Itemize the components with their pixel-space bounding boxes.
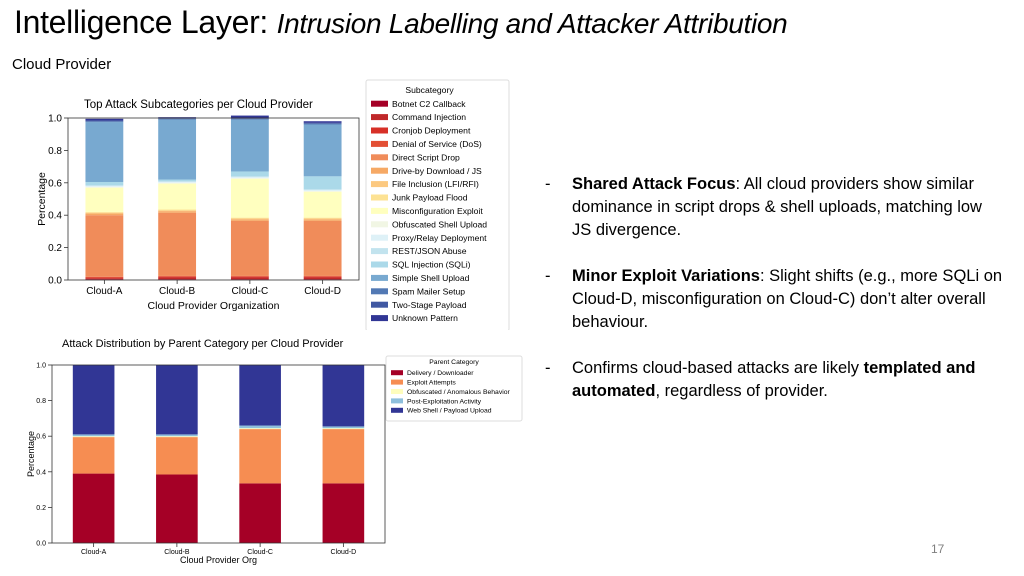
bar-segment-cloud-d-file-inclusion-lfi-rfi [304, 218, 342, 219]
legend-swatch [391, 408, 403, 413]
bullet-heading: Shared Attack Focus [572, 175, 736, 193]
bar-segment-cloud-d-obfuscated-anomalous-behavior [323, 428, 365, 429]
bar-segment-cloud-c-spam-mailer-setup [231, 119, 269, 120]
y-axis-label: Percentage [26, 430, 36, 478]
bar-segment-cloud-b-junk-payload-flood [158, 210, 196, 211]
bar-segment-cloud-c-command-injection [231, 278, 269, 280]
bar-segment-cloud-c-obfuscated-shell-upload [231, 178, 269, 179]
y-tick-label: 0.2 [48, 243, 62, 255]
legend-swatch [371, 248, 388, 254]
legend-swatch [371, 114, 388, 120]
x-tick-label: Cloud-B [159, 286, 196, 297]
bar-segment-cloud-b-command-injection [158, 278, 196, 280]
bar-segment-cloud-a-obfuscated-anomalous-behavior [73, 436, 115, 437]
bar-segment-cloud-c-misconfiguration-exploit [231, 179, 269, 218]
bullet-dash: - [545, 175, 551, 193]
y-axis-label: Percentage [36, 172, 48, 226]
y-tick-label: 0.0 [36, 540, 46, 548]
legend-swatch [371, 181, 388, 187]
legend-swatch [371, 288, 388, 294]
bullet-emphasis: templated and automated [572, 359, 976, 400]
bar-segment-cloud-c-post-exploitation-activity [239, 426, 281, 429]
legend-label: Exploit Attempts [407, 379, 456, 387]
legend-label: Junk Payload Flood [392, 192, 468, 203]
legend-swatch [371, 235, 388, 241]
x-tick-label: Cloud-C [247, 549, 273, 556]
bar-segment-cloud-d-drive-by-download-js [304, 219, 342, 221]
legend-swatch [391, 389, 403, 394]
legend-swatch [371, 141, 388, 147]
bar-segment-cloud-a-web-shell-payload-upload [73, 365, 115, 434]
bar-segment-cloud-d-direct-script-drop [304, 221, 342, 276]
legend-label: Two-Stage Payload [392, 299, 467, 310]
x-axis-label: Cloud Provider Organization [147, 300, 280, 312]
slide-title [14, 4, 787, 41]
bar-segment-cloud-a-obfuscated-shell-upload [85, 187, 123, 188]
legend-label: Drive-by Download / JS [392, 165, 482, 176]
bullet-shared-attack-focus [545, 173, 1005, 242]
bar-segment-cloud-d-post-exploitation-activity [323, 426, 365, 428]
legend-label: Obfuscated Shell Upload [392, 219, 488, 230]
bar-segment-cloud-d-simple-shell-upload [304, 124, 342, 176]
bar-segment-cloud-c-drive-by-download-js [231, 219, 269, 221]
bullet-text: : Slight shifts (e.g., more SQLi on Cloud-D, misconfiguration on Cloud-C) don’t alter overall behaviour. [572, 267, 1003, 331]
bar-segment-cloud-d-two-stage-payload [304, 123, 342, 124]
bar-segment-cloud-a-denial-of-service-dos [85, 277, 123, 278]
bar-segment-cloud-c-simple-shell-upload [231, 120, 269, 172]
legend-swatch [371, 262, 388, 268]
bar-segment-cloud-d-unknown-pattern [304, 121, 342, 123]
bar-segment-cloud-d-exploit-attempts [323, 429, 365, 483]
slide-title-sub: Intrusion Labelling and Attacker Attribution [276, 8, 788, 39]
legend-label: Misconfiguration Exploit [392, 205, 483, 216]
page-number: 17 [931, 542, 945, 556]
y-tick-label: 0.4 [36, 469, 46, 477]
bullet-list [545, 173, 1005, 426]
bar-segment-cloud-a-sql-injection-sqli [85, 182, 123, 185]
bullet-text: , regardless of provider. [655, 382, 828, 400]
bar-segment-cloud-a-file-inclusion-lfi-rfi [85, 213, 123, 214]
x-tick-label: Cloud-B [164, 549, 190, 556]
x-tick-label: Cloud-D [330, 549, 357, 556]
bar-segment-cloud-a-delivery-downloader [73, 474, 115, 543]
legend-label: Spam Mailer Setup [392, 286, 466, 297]
bar-segment-cloud-a-cronjob-deployment [85, 278, 123, 279]
bar-segment-cloud-b-obfuscated-shell-upload [158, 183, 196, 184]
bullet-minor-exploit-variations [545, 265, 1005, 334]
legend-label: Denial of Service (DoS) [392, 138, 482, 149]
bar-segment-cloud-b-simple-shell-upload [158, 120, 196, 180]
bar-segment-cloud-b-cronjob-deployment [158, 277, 196, 278]
bar-segment-cloud-d-command-injection [304, 278, 342, 280]
legend-label: Botnet C2 Callback [392, 98, 466, 109]
bar-segment-cloud-a-unknown-pattern [85, 119, 123, 121]
legend-swatch [371, 195, 388, 201]
bar-segment-cloud-b-misconfiguration-exploit [158, 184, 196, 210]
legend-label: REST/JSON Abuse [392, 246, 467, 257]
legend-label: Cronjob Deployment [392, 125, 471, 136]
legend-label: Post-Exploitation Activity [407, 398, 482, 406]
y-tick-label: 0.8 [48, 145, 62, 157]
y-tick-label: 1.0 [36, 362, 46, 370]
y-tick-label: 0.0 [48, 275, 62, 287]
bar-segment-cloud-d-obfuscated-shell-upload [304, 191, 342, 192]
legend-swatch [371, 315, 388, 321]
bar-segment-cloud-b-rest-json-abuse [158, 181, 196, 182]
bar-segment-cloud-d-spam-mailer-setup [304, 124, 342, 125]
bar-segment-cloud-a-two-stage-payload [85, 120, 123, 121]
y-tick-label: 0.8 [36, 398, 46, 406]
bar-segment-cloud-a-exploit-attempts [73, 437, 115, 473]
bar-segment-cloud-b-sql-injection-sqli [158, 180, 196, 182]
bar-segment-cloud-c-file-inclusion-lfi-rfi [231, 218, 269, 219]
legend-swatch [371, 275, 388, 281]
bar-segment-cloud-b-web-shell-payload-upload [156, 365, 198, 434]
bar-segment-cloud-c-delivery-downloader [239, 483, 281, 543]
x-tick-label: Cloud-C [231, 286, 269, 297]
bar-segment-cloud-d-proxy-relay-deployment [304, 190, 342, 191]
bar-segment-cloud-c-direct-script-drop [231, 221, 269, 276]
x-tick-label: Cloud-A [86, 286, 123, 297]
legend-label: Unknown Pattern [392, 313, 458, 324]
x-tick-label: Cloud-A [80, 549, 107, 556]
subcategory-stacked-bar-chart [0, 75, 520, 330]
bar-segment-cloud-c-denial-of-service-dos [231, 276, 269, 277]
bar-segment-cloud-d-rest-json-abuse [304, 189, 342, 190]
bar-segment-cloud-d-misconfiguration-exploit [304, 192, 342, 218]
bar-segment-cloud-c-rest-json-abuse [231, 176, 269, 177]
legend-swatch [371, 302, 388, 308]
legend-label: Delivery / Downloader [407, 370, 474, 378]
bar-segment-cloud-b-drive-by-download-js [158, 211, 196, 213]
legend-swatch [371, 128, 388, 134]
chart-title: Attack Distribution by Parent Category per Cloud Provider [62, 338, 344, 350]
bar-segment-cloud-a-command-injection [85, 278, 123, 279]
bar-segment-cloud-a-rest-json-abuse [85, 185, 123, 186]
slide-subtitle: Cloud Provider [12, 56, 112, 73]
bar-segment-cloud-a-simple-shell-upload [85, 122, 123, 182]
parent-category-stacked-bar-chart [0, 330, 530, 570]
bar-segment-cloud-a-junk-payload-flood [85, 212, 123, 213]
bar-segment-cloud-a-drive-by-download-js [85, 214, 123, 216]
bar-segment-cloud-a-spam-mailer-setup [85, 121, 123, 122]
y-tick-label: 0.4 [48, 210, 62, 222]
bar-segment-cloud-b-file-inclusion-lfi-rfi [158, 210, 196, 211]
legend-swatch [391, 370, 403, 375]
bar-segment-cloud-b-proxy-relay-deployment [158, 182, 196, 183]
legend-label: Simple Shell Upload [392, 272, 470, 283]
bar-segment-cloud-c-obfuscated-anomalous-behavior [239, 428, 281, 429]
legend-swatch [391, 398, 403, 403]
bar-segment-cloud-c-exploit-attempts [239, 429, 281, 483]
bar-segment-cloud-b-denial-of-service-dos [158, 276, 196, 277]
bar-segment-cloud-b-exploit-attempts [156, 437, 198, 474]
bar-segment-cloud-d-junk-payload-flood [304, 218, 342, 219]
legend-label: Direct Script Drop [392, 152, 460, 163]
bar-segment-cloud-d-delivery-downloader [323, 483, 365, 543]
bar-segment-cloud-d-cronjob-deployment [304, 277, 342, 278]
bar-segment-cloud-c-web-shell-payload-upload [239, 365, 281, 426]
bar-segment-cloud-c-junk-payload-flood [231, 218, 269, 219]
legend-label: Command Injection [392, 112, 467, 123]
bar-segment-cloud-d-denial-of-service-dos [304, 276, 342, 277]
bullet-text: : All cloud providers show similar dominance in script drops & shell uploads, matching low JS divergence. [572, 175, 982, 239]
x-axis-label: Cloud Provider Org [179, 555, 258, 565]
bullet-templated-automated [545, 357, 1005, 403]
legend-label: Obfuscated / Anomalous Behavior [407, 388, 510, 396]
legend-label: SQL Injection (SQLi) [392, 259, 471, 270]
bar-segment-cloud-b-spam-mailer-setup [158, 119, 196, 120]
bullet-text-pre: Confirms cloud-based attacks are likely [572, 359, 864, 377]
bar-segment-cloud-b-delivery-downloader [156, 474, 198, 543]
y-tick-label: 0.6 [48, 178, 62, 190]
y-tick-label: 1.0 [48, 113, 62, 125]
bullet-dash: - [545, 359, 551, 377]
legend-swatch [371, 221, 388, 227]
legend-swatch [371, 101, 388, 107]
legend-title: Parent Category [429, 359, 479, 366]
y-tick-label: 0.6 [36, 433, 46, 441]
legend-swatch [391, 380, 403, 385]
bullet-dash: - [545, 267, 551, 285]
legend-label: Proxy/Relay Deployment [392, 232, 487, 243]
legend-label: File Inclusion (LFI/RFI) [392, 179, 479, 190]
bar-segment-cloud-d-sql-injection-sqli [304, 176, 342, 189]
bar-segment-cloud-a-proxy-relay-deployment [85, 186, 123, 187]
x-tick-label: Cloud-D [304, 286, 341, 297]
bar-segment-cloud-a-direct-script-drop [85, 215, 123, 277]
bar-segment-cloud-b-obfuscated-anomalous-behavior [156, 436, 198, 437]
bar-segment-cloud-d-web-shell-payload-upload [323, 365, 365, 426]
legend-swatch [371, 154, 388, 160]
bar-segment-cloud-c-proxy-relay-deployment [231, 177, 269, 178]
legend-swatch [371, 208, 388, 214]
bar-segment-cloud-c-sql-injection-sqli [231, 171, 269, 176]
legend-label: Web Shell / Payload Upload [407, 407, 492, 415]
chart-title: Top Attack Subcategories per Cloud Provider [84, 99, 313, 111]
slide-title-main: Intelligence Layer: [14, 4, 269, 40]
bar-segment-cloud-b-post-exploitation-activity [156, 434, 198, 436]
bar-segment-cloud-b-direct-script-drop [158, 213, 196, 276]
legend-title: Subcategory [405, 85, 454, 95]
bullet-heading: Minor Exploit Variations [572, 267, 760, 285]
bar-segment-cloud-c-cronjob-deployment [231, 277, 269, 278]
bar-segment-cloud-a-post-exploitation-activity [73, 434, 115, 436]
legend-swatch [371, 168, 388, 174]
y-tick-label: 0.2 [36, 504, 46, 512]
bar-segment-cloud-a-misconfiguration-exploit [85, 188, 123, 212]
